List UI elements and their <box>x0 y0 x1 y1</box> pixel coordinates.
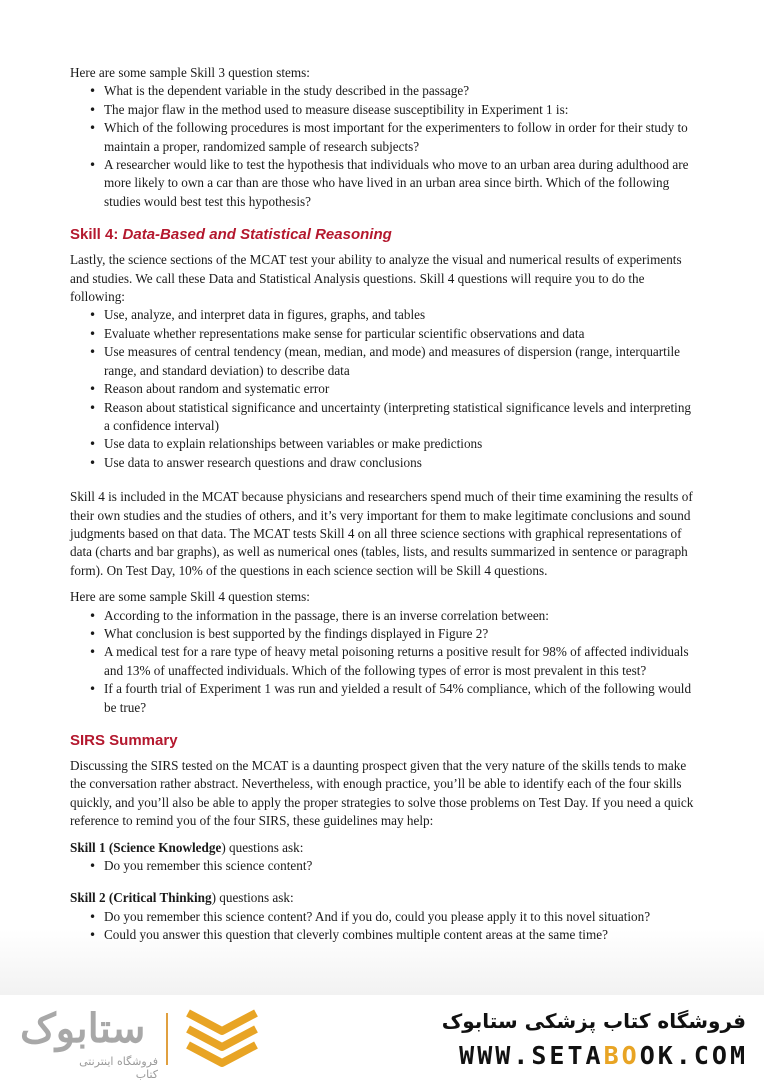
skill4-intro: Lastly, the science sections of the MCAT test your ability to analyze the visual and numerical results of experiments and studies. We call these Data and Statistical Analysis questions. Skill 4 questions will require you to do the following: <box>70 252 682 305</box>
list-item: • A researcher would like to test the hypothesis that individuals who move to an urban area during adulthood are more likely to own a car than are those who have lived in an urban area since birth. Which of the following studies would best test this hypothesis? <box>104 156 698 211</box>
skill2-list <box>70 908 698 945</box>
skill4-paragraph: Skill 4 is included in the MCAT because physicians and researchers spend much of their time examining the results of their own studies and the studies of others, and it’s very important for them to make legitimate conclusions and sound judgments based on that data. The MCAT tests Skill 4 on all three science sections with graphical representations of data (charts and bar graphs), as well as numerical ones (tables, lists, and results summarized in sentence or paragraph form). On Test Day, 10% of the questions in each science section will be Skill 4 questions. <box>70 489 693 578</box>
skill3-list <box>70 82 698 211</box>
list-item: • Use data to explain relationships between variables or make predictions <box>104 435 698 453</box>
publisher-footer <box>0 995 764 1080</box>
skill2-name: Critical Thinking <box>113 890 212 906</box>
list-item: • Do you remember this science content? <box>104 857 698 875</box>
setabook-logo[interactable] <box>18 1003 158 1081</box>
skill4-heading <box>70 225 698 245</box>
skill2-label <box>70 889 698 907</box>
skill4-list <box>70 306 698 472</box>
skill4-heading-title: Data-Based and Statistical Reasoning <box>122 226 392 244</box>
list-item: • Use data to answer research questions and draw conclusions <box>104 454 698 472</box>
url-part2: BO <box>603 1041 640 1070</box>
skill1-list <box>70 857 698 875</box>
summary-heading: SIRS Summary <box>70 732 178 749</box>
list-item: • Which of the following procedures is most important for the experimenters to follow in order for their study to maintain a proper, randomized sample of research subjects? <box>104 119 698 156</box>
skill1-label <box>70 839 698 857</box>
list-item: • Could you answer this question that cleverly combines multiple content areas at the same time? <box>104 926 698 944</box>
skill2-prefix: Skill 2 ( <box>70 890 114 906</box>
list-item: • Reason about random and systematic error <box>104 380 698 398</box>
skill1-name: Science Knowledge <box>113 839 222 855</box>
list-item: • A medical test for a rare type of heavy metal poisoning returns a positive result for 98% of affected individuals and 13% of unaffected individuals. Which of the following types of error is most prevalent in this test? <box>104 643 698 680</box>
list-item: • Use measures of central tendency (mean, median, and mode) and measures of dispersion (range, interquartile range, and standard deviation) to describe data <box>104 343 698 380</box>
site-url[interactable] <box>459 1041 748 1070</box>
list-item: • What conclusion is best supported by the findings displayed in Figure 2? <box>104 625 698 643</box>
list-item: • Do you remember this science content? And if you do, could you please apply it to this novel situation? <box>104 908 698 926</box>
logo-subtitle: فروشگاه اینترنتی کتاب <box>79 1055 158 1081</box>
list-item: • According to the information in the passage, there is an inverse correlation between: <box>104 607 698 625</box>
list-item: • The major flaw in the method used to measure disease susceptibility in Experiment 1 is: <box>104 101 698 119</box>
summary-paragraph: Discussing the SIRS tested on the MCAT is a daunting prospect given that the very nature of the skills tends to make the conversation rather abstract. Nevertheless, with enough practice, you’ll be able to identify each of the four skills quickly, and you’ll also be able to apply the proper strategies to solve those problems on Test Day. If you need a quick reference to remind you of the four SIRS, these guidelines may help: <box>70 758 694 829</box>
footer-divider <box>166 1013 168 1065</box>
skill4-heading-prefix: Skill 4: <box>70 226 123 244</box>
chevron-logo-icon <box>182 1007 262 1069</box>
list-item: • Use, analyze, and interpret data in figures, graphs, and tables <box>104 306 698 324</box>
skill3-intro: Here are some sample Skill 3 question stems: <box>70 65 310 80</box>
skill1-suffix: ) questions ask: <box>221 839 304 855</box>
url-part1: WWW.SETA <box>459 1041 604 1070</box>
list-item: • Reason about statistical significance and uncertainty (interpreting statistical significance levels and interpreting a confidence interval) <box>104 399 698 436</box>
list-item: • Evaluate whether representations make sense for particular scientific observations and data <box>104 325 698 343</box>
url-part3: OK.COM <box>639 1041 748 1070</box>
shop-name: فروشگاه کتاب پزشکی ستابوک <box>441 1009 746 1033</box>
logo-wordmark: ستابوک <box>20 1007 146 1051</box>
skill4-stems-intro: Here are some sample Skill 4 question stems: <box>70 589 310 605</box>
skill2-suffix: ) questions ask: <box>211 890 294 906</box>
list-item: • If a fourth trial of Experiment 1 was run and yielded a result of 54% compliance, which of the following would be true? <box>104 680 698 717</box>
page-content <box>70 64 698 945</box>
list-item: • What is the dependent variable in the study described in the passage? <box>104 82 698 100</box>
skill1-prefix: Skill 1 ( <box>70 839 114 855</box>
skill4-stems-list <box>70 607 698 717</box>
